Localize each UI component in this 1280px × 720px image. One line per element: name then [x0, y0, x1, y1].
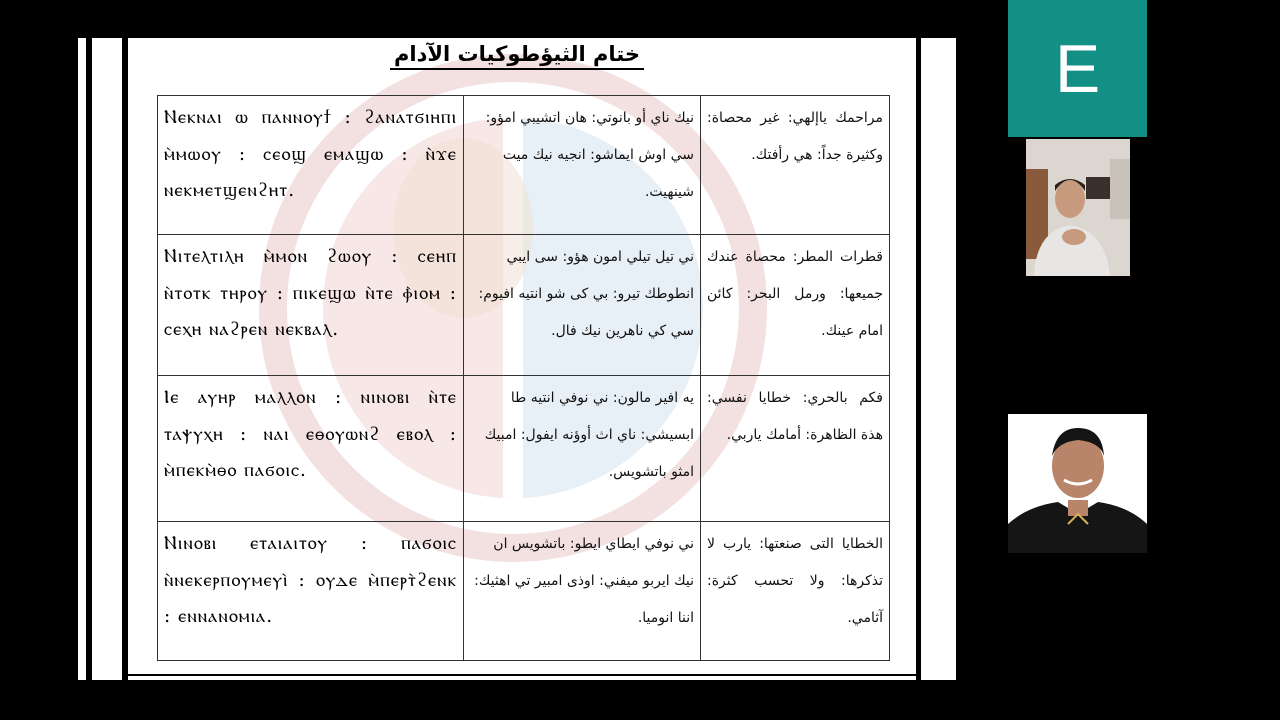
document-title [78, 42, 956, 66]
shared-screen [78, 38, 956, 680]
table-row [158, 522, 890, 661]
coptic-cell: Ⲛⲓⲧⲉⲗⲧⲓⲗⲏ ⲙ̀ⲙⲟⲛ ϩⲱⲟⲩ : ⲥⲉⲏⲡ ⲛ̀ⲧⲟⲧⲕ ⲧⲏⲣⲟⲩ : ⲡⲓⲕⲉϣⲱ ⲛ̀ⲧⲉ ⲫ̀ⲓⲟⲙ : ⲥⲉⲭⲏ ⲛⲁϩⲣⲉⲛ ⲛⲉⲕⲃⲁⲗ. [158, 235, 464, 376]
avatar-letter: E [1054, 30, 1101, 107]
table-row [158, 235, 890, 376]
table-row [158, 96, 890, 235]
right-border [916, 38, 921, 680]
coptic-cell: Ⲓⲉ ⲁⲩⲏⲣ ⲙⲁⲗⲗⲟⲛ : ⲛⲓⲛⲟⲃⲓ ⲛ̀ⲧⲉ ⲧⲁⲯⲩⲭⲏ : ⲛⲁⲓ ⲉⲑⲟⲩⲱⲛϩ ⲉⲃⲟⲗ : ⲙ̀ⲡⲉⲕⲙ̀ⲑⲟ ⲡⲁϭⲟⲓⲥ. [158, 376, 464, 522]
bottom-border [122, 674, 916, 676]
camera-video [1026, 139, 1130, 276]
arabic-cell: فكم بالحري: خطايا نفسي: هذة الظاهرة: أمامك ياربي. [701, 376, 890, 522]
coptic-transliteration-cell: يه افير مالون: ني نوفي انتيه طا ابسيشي: ناي اث أوؤنه ايفول: امبيك امثو باتشويس. [464, 376, 701, 522]
arabic-cell: مراحمك ياإلهي: غير محصاة: وكثيرة جداً: هي رأفتك. [701, 96, 890, 235]
coptic-transliteration-cell: نيك ناي أو بانوتي: هان اتشيبي امؤو: سي اوش ايماشو: انجيه نيك ميت شينهيت. [464, 96, 701, 235]
participant-photo-tile[interactable] [1008, 414, 1147, 553]
table-row [158, 376, 890, 522]
profile-photo [1008, 414, 1147, 553]
coptic-transliteration-cell: ني تيل تيلي امون هؤو: سى ايبي انطوطك تيرو: بي كى شو انتيه افيوم: سي كي ناهرين نيك فال. [464, 235, 701, 376]
coptic-transliteration-cell: ني نوفي ايطاي ايطو: باتشويس ان نيك ايربو ميفني: اوذى امبير تي اهثيك: اننا انوميا. [464, 522, 701, 661]
inner-border [122, 38, 128, 680]
left-border [86, 38, 92, 680]
arabic-cell: قطرات المطر: محصاة عندك جميعها: ورمل البحر: كائن امام عينك. [701, 235, 890, 376]
participant-avatar-tile[interactable] [1008, 0, 1147, 137]
hymn-table [157, 95, 890, 661]
coptic-cell: Ⲛⲓⲛⲟⲃⲓ ⲉⲧⲁⲓⲁⲓⲧⲟⲩ : ⲡⲁϭⲟⲓⲥ ⲛ̀ⲛⲉⲕⲉⲣⲡⲟⲩⲙⲉⲩⲓ̀ : ⲟⲩⲇⲉ ⲙ̀ⲡⲉⲣⲧ̀ϩⲉⲛⲕ : ⲉⲛⲛⲁⲛⲟⲙⲓⲁ. [158, 522, 464, 661]
arabic-cell: الخطايا التى صنعتها: يارب لا تذكرها: ولا تحسب كثرة: آثامي. [701, 522, 890, 661]
coptic-cell: Ⲛⲉⲕⲛⲁⲓ ⲱ ⲡⲁⲛⲛⲟⲩϯ : ϩⲁⲛⲁⲧϭⲓⲏⲡⲓ ⲙ̀ⲙⲱⲟⲩ : ⲥⲉⲟϣ ⲉⲙⲁϣⲱ : ⲛ̀ϫⲉ ⲛⲉⲕⲙⲉⲧϣⲉⲛϩⲏⲧ. [158, 96, 464, 235]
participant-video-tile[interactable] [1026, 139, 1130, 276]
title-text: ختام الثيؤطوكيات الآدام [390, 42, 644, 70]
